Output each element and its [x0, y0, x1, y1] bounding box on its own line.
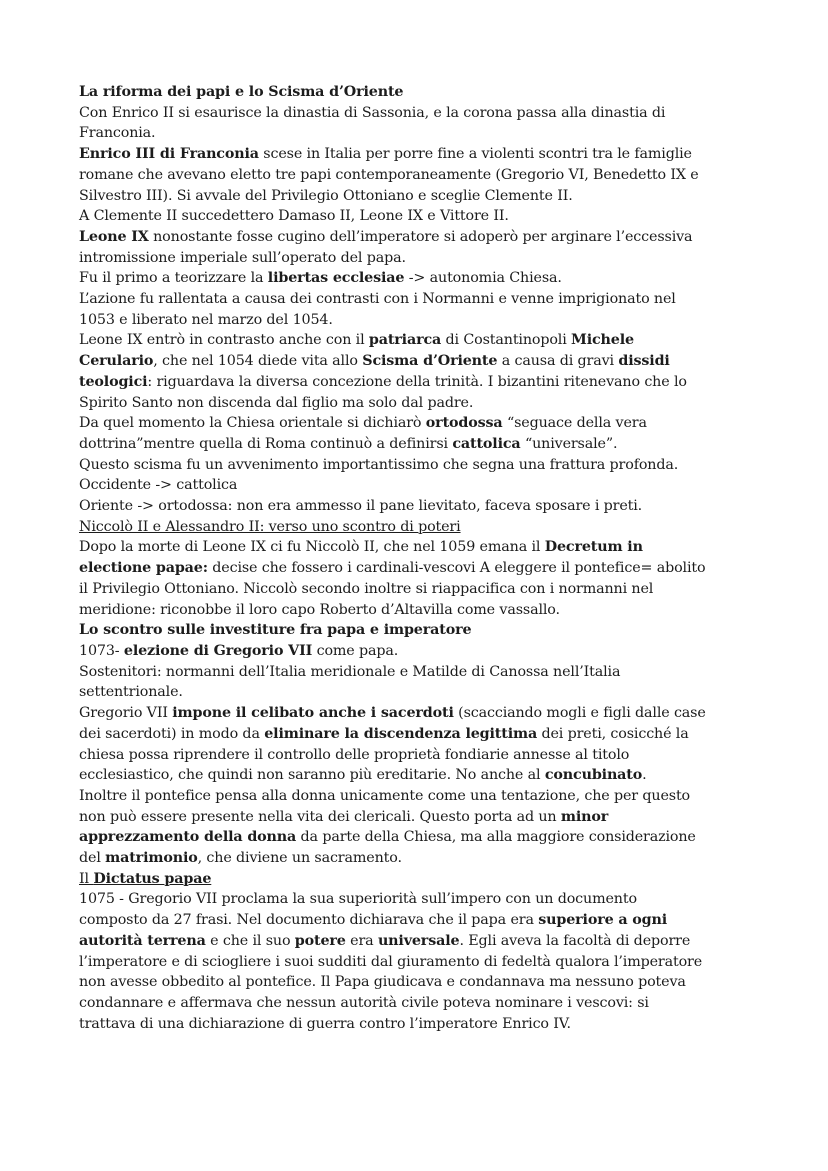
text-line: [79, 103, 759, 124]
text-run: decise che fossero i cardinali-vescovi A eleggere il pontefice= abolito: [207, 560, 706, 577]
bold-text: La riforma dei papi e lo Scisma d’Oriente: [79, 84, 404, 100]
text-line: [79, 662, 759, 683]
text-line: [79, 641, 759, 662]
text-run: il Privilegio Ottoniano. Niccolò secondo inoltre si riappacifica con i normanni nel: [79, 580, 654, 597]
text-line: [79, 123, 759, 144]
text-run: Questo scisma fu un avvenimento importantissimo che segna una frattura profonda.: [79, 456, 679, 473]
text-line: [79, 952, 759, 973]
bold-text: universale: [377, 932, 460, 949]
text-run: trattava di una dichiarazione di guerra contro l’imperatore Enrico IV.: [79, 1015, 571, 1032]
text-line: [79, 537, 759, 558]
text-run: dottrina”mentre quella di Roma continuò a definirsi: [79, 435, 453, 452]
text-run: a causa di gravi: [497, 353, 619, 370]
text-line: [79, 82, 759, 103]
text-run: Inoltre il pontefice pensa alla donna unicamente come una tentazione, che per questo: [79, 787, 690, 804]
bold-text: elezione di Gregorio VII: [123, 642, 313, 659]
text-run: non avesse obbedito al pontefice. Il Papa giudicava e condannava ma nessuno poteva: [79, 974, 686, 991]
text-line: [79, 227, 759, 248]
text-line: [79, 434, 759, 455]
text-run: di Costantinopoli: [441, 332, 572, 349]
text-run: A Clemente II succedettero Damaso II, Leone IX e Vittore II.: [79, 208, 509, 225]
text-run: settentrionale.: [79, 684, 183, 701]
text-run: 1053 e liberato nel marzo del 1054.: [79, 311, 333, 328]
text-run: composto da 27 frasi. Nel documento dichiarava che il papa era: [79, 912, 539, 929]
text-line: [79, 579, 759, 600]
bold-text: cattolica: [452, 435, 521, 452]
text-line: [79, 372, 759, 393]
text-run: ecclesiastico, che quindi non saranno più ereditarie. No anche al: [79, 767, 545, 784]
text-run: romane che avevano eletto tre papi contemporaneamente (Gregorio VI, Benedetto IX e: [79, 166, 699, 183]
text-line: [79, 558, 759, 579]
text-run: Da quel momento la Chiesa orientale si dichiarò: [79, 415, 426, 432]
text-run: 1073-: [79, 642, 124, 659]
text-line: [79, 206, 759, 227]
text-line: [79, 186, 759, 207]
text-run: Il: [79, 870, 94, 887]
bold-text: potere: [294, 932, 346, 949]
text-run: (scacciando mogli e figli dalle case: [453, 705, 706, 722]
text-run: . Egli aveva la facoltà di deporre: [459, 932, 691, 949]
bold-text: Scisma d’Oriente: [362, 353, 498, 370]
text-line: [79, 455, 759, 476]
text-line: [79, 1014, 759, 1035]
text-run: dei preti, cosicché la: [537, 725, 689, 742]
bold-text: Lo scontro sulle investiture fra papa e imperatore: [79, 622, 472, 639]
bold-text: Leone IX: [79, 228, 149, 245]
text-line: [79, 724, 759, 745]
text-run: 1075 - Gregorio VII proclama la sua superiorità sull’impero con un documento: [79, 891, 637, 908]
bold-text: autorità terrena: [79, 932, 206, 949]
text-line: [79, 289, 759, 310]
bold-text: Decretum in: [544, 539, 643, 556]
text-run: Silvestro III). Si avvale del Privilegio Ottoniano e sceglie Clemente II.: [79, 187, 573, 204]
text-run: Con Enrico II si esaurisce la dinastia di Sassonia, e la corona passa alla dinastia di: [79, 104, 666, 121]
bold-text: minor: [560, 808, 609, 825]
text-run: non può essere presente nella vita dei clericali. Questo porta ad un: [79, 808, 561, 825]
text-run: Franconia.: [79, 125, 156, 142]
document-body: [79, 82, 759, 1034]
text-run: Fu il primo a teorizzare la: [79, 270, 268, 287]
text-line: [79, 889, 759, 910]
text-run: , che nel 1054 diede vita allo: [153, 353, 363, 370]
text-line: [79, 745, 759, 766]
text-line: [79, 351, 759, 372]
bold-text: impone il celibato anche i sacerdoti: [172, 705, 454, 722]
text-line: [79, 393, 759, 414]
text-line: [79, 413, 759, 434]
text-run: dei sacerdoti) in modo da: [79, 725, 265, 742]
bold-text: superiore a ogni: [538, 912, 668, 929]
text-line: [79, 765, 759, 786]
bold-text: concubinato: [544, 767, 643, 784]
text-run: : riguardava la diversa concezione della trinità. I bizantini ritenevano che lo: [147, 373, 687, 390]
text-line: [79, 496, 759, 517]
text-run: Occidente -> cattolica: [79, 477, 238, 494]
bold-text: ortodossa: [425, 415, 503, 432]
text-run: “universale”.: [520, 435, 618, 452]
text-line: [79, 848, 759, 869]
text-run: chiesa possa riprendere il controllo delle proprietà fondiarie annesse al titolo: [79, 746, 630, 763]
text-line: [79, 517, 759, 538]
text-line: [79, 310, 759, 331]
text-line: [79, 869, 759, 890]
text-line: [79, 144, 759, 165]
text-line: [79, 786, 759, 807]
text-run: Oriente -> ortodossa: non era ammesso il pane lievitato, faceva sposare i preti.: [79, 498, 643, 515]
text-line: [79, 475, 759, 496]
bold-text: teologici: [79, 373, 148, 390]
text-run: Spirito Santo non discenda dal figlio ma solo dal padre.: [79, 394, 474, 411]
text-run: meridione: riconobbe il loro capo Roberto d’Altavilla come vassallo.: [79, 601, 560, 618]
bold-text: eliminare la discendenza legittima: [264, 725, 538, 742]
text-run: Gregorio VII: [79, 705, 173, 722]
text-run: era: [345, 932, 378, 949]
text-line: [79, 807, 759, 828]
text-run: intromissione imperiale sull’operato del papa.: [79, 249, 406, 266]
text-run: da parte della Chiesa, ma alla maggiore considerazione: [296, 829, 696, 846]
text-run: l’imperatore e di sciogliere i suoi sudditi dal giuramento di fedeltà qualora l’imperatore: [79, 953, 703, 970]
bold-text: Michele: [571, 332, 634, 349]
text-line: [79, 931, 759, 952]
bold-text: matrimonio: [105, 850, 198, 867]
text-line: [79, 682, 759, 703]
text-run: Leone IX entrò in contrasto anche con il: [79, 332, 369, 349]
text-run: Sostenitori: normanni dell’Italia meridionale e Matilde di Canossa nell’Italia: [79, 663, 621, 680]
bold-text: Enrico III di Franconia: [79, 146, 259, 163]
text-run: e che il suo: [205, 932, 295, 949]
text-run: L’azione fu rallentata a causa dei contrasti con i Normanni e venne imprigionato nel: [79, 291, 676, 308]
text-run: “seguace della vera: [502, 415, 647, 432]
bold-text: patriarca: [368, 332, 442, 349]
text-run: del: [79, 850, 106, 867]
text-line: [79, 330, 759, 351]
bold-text: electione papae:: [79, 560, 208, 577]
text-run: -> autonomia Chiesa.: [404, 270, 562, 287]
bold-text: apprezzamento della donna: [79, 829, 297, 846]
text-line: [79, 600, 759, 621]
bold-text: libertas ecclesiae: [267, 270, 405, 287]
text-run: come papa.: [312, 642, 399, 659]
text-run: condannare e affermava che nessun autorità civile poteva nominare i vescovi: si: [79, 994, 649, 1011]
text-line: [79, 165, 759, 186]
text-run: Niccolò II e Alessandro II: verso uno scontro di poteri: [79, 518, 461, 535]
bold-text: Cerulario: [79, 353, 154, 370]
bold-text: dissidi: [618, 353, 670, 370]
text-run: Dopo la morte di Leone IX ci fu Niccolò II, che nel 1059 emana il: [79, 539, 545, 556]
text-run: scese in Italia per porre fine a violenti scontri tra le famiglie: [258, 146, 692, 163]
text-line: [79, 268, 759, 289]
text-run: , che diviene un sacramento.: [197, 850, 402, 867]
text-line: [79, 703, 759, 724]
text-run: nonostante fosse cugino dell’imperatore si adoperò per arginare l’eccessiva: [148, 228, 693, 245]
text-line: [79, 248, 759, 269]
text-line: [79, 910, 759, 931]
text-line: [79, 993, 759, 1014]
text-line: [79, 827, 759, 848]
bold-text: Dictatus papae: [93, 870, 212, 887]
text-line: [79, 972, 759, 993]
text-run: .: [642, 767, 647, 784]
text-line: [79, 620, 759, 641]
